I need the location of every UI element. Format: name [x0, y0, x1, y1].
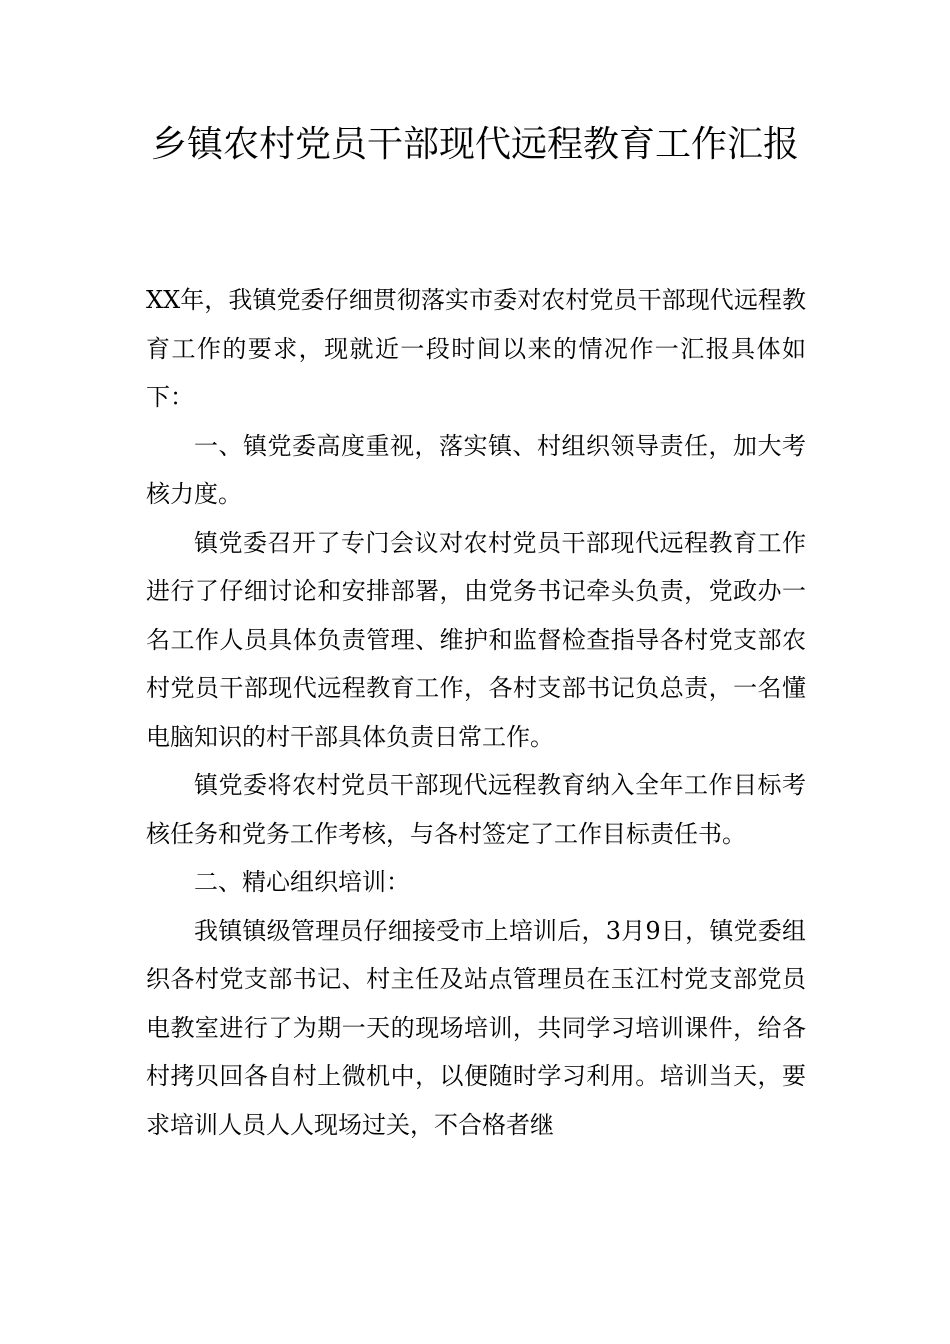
- paragraph-training: 我镇镇级管理员仔细接受市上培训后，3月9日，镇党委组织各村党支部书记、村主任及站点管理员在玉江村党支部党员电教室进行了为期一天的现场培训，共同学习培训课件，给各村拷贝回各自村上微机中，以便随时学习利用。培训当天，要求培训人员人人现场过关，不合格者继: [146, 916, 806, 1139]
- document-title: 乡镇农村党员干部现代远程教育工作汇报: [150, 124, 799, 165]
- paragraph-meeting: 镇党委召开了专门会议对农村党员干部现代远程教育工作进行了仔细讨论和安排部署，由党务书记牵头负责，党政办一名工作人员具体负责管理、维护和监督检查指导各村党支部农村党员干部现代远程教育工作，各村支部书记负总责，一名懂电脑知识的村干部具体负责日常工作。: [146, 528, 806, 751]
- paragraph-assessment: 镇党委将农村党员干部现代远程教育纳入全年工作目标考核任务和党务工作考核，与各村签定了工作目标责任书。: [146, 771, 806, 848]
- paragraph-section-1-heading: 一、镇党委高度重视，落实镇、村组织领导责任，加大考核力度。: [146, 431, 806, 508]
- document-body: [146, 276, 806, 1149]
- paragraph-intro: XX年，我镇党委仔细贯彻落实市委对农村党员干部现代远程教育工作的要求，现就近一段时间以来的情况作一汇报具体如下：: [146, 286, 806, 411]
- paragraph-section-2-heading: 二、精心组织培训：: [194, 868, 410, 896]
